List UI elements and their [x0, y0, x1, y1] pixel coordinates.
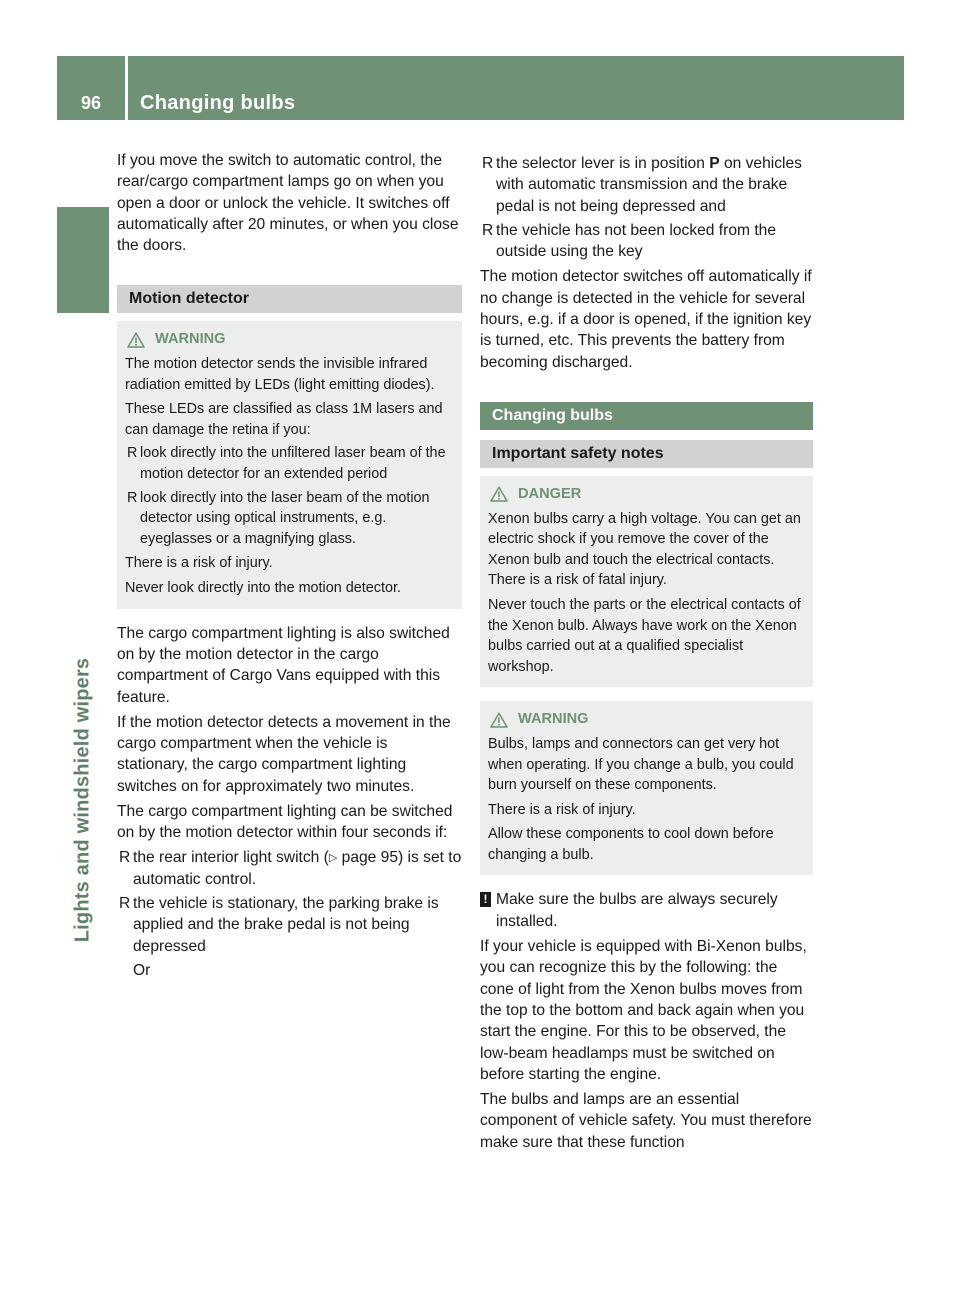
- warning-text: Allow these components to cool down before changing a bulb.: [488, 826, 774, 863]
- list-item: [117, 893, 462, 957]
- left-column: [117, 150, 462, 981]
- list-item: [117, 847, 462, 891]
- body-paragraph: The motion detector switches off automatically if no change is detected in the vehicle for several hours, e.g. if a door is opened, if the ignition key is turned, etc. This prevents the battery from becoming discharged.: [480, 268, 812, 371]
- list-item-text: on vehicles with automatic transmission and the brake pedal is not being depressed and: [496, 155, 802, 215]
- list-item: [480, 220, 813, 263]
- page-reference-link[interactable]: page 95) is set to automatic control.: [133, 848, 462, 888]
- list-item-text: the vehicle is stationary, the parking brake is applied and the brake pedal is not being depressed: [133, 895, 439, 955]
- exclamation-icon: !: [480, 892, 491, 907]
- body-paragraph: The cargo compartment lighting is also switched on by the motion detector in the cargo compartment of Cargo Vans equipped with this feature.: [117, 624, 450, 706]
- warning-text: These LEDs are classified as class 1M lasers and can damage the retina if you:: [125, 401, 443, 438]
- list-item-text: look directly into the unfiltered laser beam of the motion detector for an extended period: [140, 445, 446, 483]
- page-title: Changing bulbs: [140, 92, 296, 114]
- body-paragraph: If the motion detector detects a movement in the cargo compartment when the vehicle is stationary, the cargo compartment lighting switches on for approximately two minutes.: [117, 713, 451, 795]
- warning-triangle-icon: [490, 712, 508, 728]
- intro-paragraph: If you move the switch to automatic control, the rear/cargo compartment lamps go on when you open a door or unlock the vehicle. It switches off automatically after 20 minutes, or when you close the doors.: [117, 152, 459, 255]
- danger-text: Never touch the parts or the electrical contacts of the Xenon bulb. Always have work on the Xenon bulbs carried out at a qualified specialist workshop.: [488, 596, 801, 675]
- changing-bulbs-heading: Changing bulbs: [480, 402, 813, 430]
- or-text: Or: [133, 962, 151, 980]
- note-text: Make sure the bulbs are always securely installed.: [496, 891, 778, 930]
- bulb-warning-box: [480, 701, 813, 875]
- list-item: [480, 153, 813, 217]
- warning-label: WARNING: [518, 711, 589, 728]
- warning-text: The motion detector sends the invisible infrared radiation emitted by LEDs (light emitting diodes).: [125, 356, 435, 393]
- note-item: [480, 889, 813, 932]
- list-item: [125, 443, 454, 484]
- list-item-text: the vehicle has not been locked from the outside using the key: [496, 221, 776, 261]
- safety-notes-heading: Important safety notes: [480, 440, 813, 468]
- chapter-label: Lights and windshield wipers: [71, 657, 94, 943]
- danger-box: [480, 476, 813, 687]
- bullet-marker: R: [482, 221, 494, 239]
- header-divider: [125, 56, 128, 120]
- chapter-tab: [57, 207, 109, 313]
- danger-title: [488, 484, 805, 505]
- danger-label: DANGER: [518, 485, 582, 502]
- warning-text: Bulbs, lamps and connectors can get very hot when operating. If you change a bulb, you could burn yourself on these components.: [488, 735, 794, 794]
- warning-text: There is a risk of injury.: [488, 801, 636, 818]
- list-item-text: look directly into the laser beam of the motion detector using optical instruments, e.g. eyeglasses or a magnifying glass.: [140, 489, 430, 547]
- warning-label: WARNING: [155, 331, 226, 348]
- danger-text: Xenon bulbs carry a high voltage. You can get an electric shock if you remove the cover of the Xenon bulb and touch the electrical contacts. There is a risk of fatal injury.: [488, 510, 801, 589]
- bullet-marker: R: [119, 895, 131, 913]
- body-paragraph: The cargo compartment lighting can be switched on by the motion detector within four seconds if:: [117, 802, 453, 842]
- warning-triangle-icon: [490, 486, 508, 502]
- bullet-marker: R: [127, 445, 138, 462]
- right-column: [480, 150, 813, 1153]
- motion-warning-box: [117, 321, 462, 608]
- bullet-marker: R: [482, 155, 494, 172]
- warning-title: [125, 329, 454, 350]
- warning-triangle-icon: [127, 332, 145, 348]
- list-item-text: the rear interior light switch (: [133, 848, 329, 866]
- warning-text: Never look directly into the motion detector.: [125, 580, 401, 597]
- body-paragraph: The bulbs and lamps are an essential component of vehicle safety. You must therefore make sure that these function: [480, 1091, 812, 1151]
- warning-title: [488, 709, 805, 730]
- motion-detector-heading: Motion detector: [117, 285, 462, 313]
- list-item-text: the selector lever is in position: [496, 155, 710, 172]
- body-paragraph: If your vehicle is equipped with Bi-Xenon bulbs, you can recognize this by the following: the cone of light from the Xenon bulbs moves from the top to the bottom and back again when you start the engine. For this to be observed, the low-beam headlamps must be switched on before starting the engine.: [480, 938, 807, 1083]
- bullet-marker: R: [127, 489, 138, 506]
- list-item: [125, 488, 454, 550]
- page-number: 96: [80, 93, 102, 113]
- page-reference-arrow-icon: ▷: [328, 851, 338, 864]
- selector-position: P: [709, 155, 720, 172]
- warning-text: There is a risk of injury.: [125, 555, 273, 572]
- bullet-marker: R: [119, 848, 131, 866]
